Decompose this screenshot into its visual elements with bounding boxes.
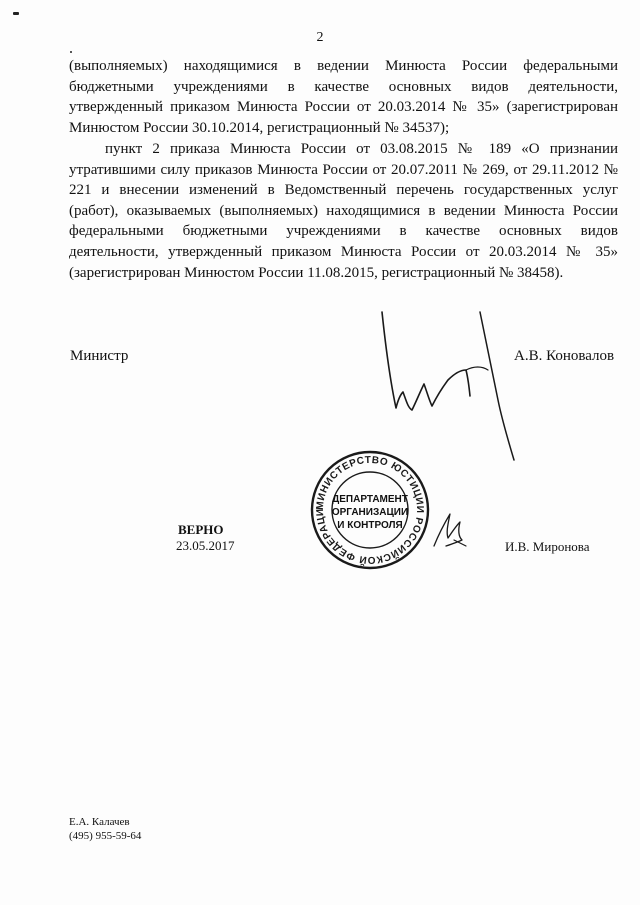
page-number: 2 bbox=[316, 30, 324, 45]
stamp-ring-text: МИНИСТЕРСТВО ЮСТИЦИИ РОССИЙСКОЙ ФЕДЕРАЦИИ bbox=[304, 440, 426, 566]
stamp-line: ДЕПАРТАМЕНТ bbox=[332, 494, 408, 505]
department-stamp bbox=[304, 440, 432, 572]
stamp-line: И КОНТРОЛЯ bbox=[337, 520, 403, 531]
executor-block bbox=[69, 815, 141, 843]
certifier-signature bbox=[428, 506, 472, 552]
certification-date: 23.05.2017 bbox=[176, 538, 235, 553]
executor-phone: (495) 955-59-64 bbox=[69, 830, 142, 842]
signatory-position: Министр bbox=[70, 348, 129, 364]
paragraph-continuation: (выполняемых) находящимися в ведении Минюста России федеральными бюджетными учреждениями в качестве основных видов деятельности, утвержденный приказом Минюста России от 20.03.2014 № 35» (зарегистрирован Минюстом России 30.10.2014, регистрационный № 34537); bbox=[69, 58, 618, 136]
stamp-line: ОРГАНИЗАЦИИ bbox=[331, 507, 409, 518]
paragraph-point-2: пункт 2 приказа Минюста России от 03.08.2015 № 189 «О признании утратившими силу приказов Минюста России от 20.07.2011 № 269, от 29.11.2012 № 221 и внесении изменений в Ведомственный перечень государственных услуг (работ), оказываемых (выполняемых) находящимися в ведении Минюста России федеральными бюджетными учреждениями в качестве основных видов деятельности, утвержденный приказом Минюста России от 20.03.2014 № 35» (зарегистрирован Минюстом России 11.08.2015, регистрационный № 38458). bbox=[69, 141, 618, 281]
signatory-name: А.В. Коновалов bbox=[514, 348, 615, 364]
certifier-name: И.В. Миронова bbox=[505, 539, 590, 554]
certification-label: ВЕРНО bbox=[178, 522, 224, 537]
scan-speck bbox=[13, 12, 19, 15]
scan-speck bbox=[70, 51, 72, 53]
executor-name: Е.А. Калачев bbox=[69, 816, 130, 828]
